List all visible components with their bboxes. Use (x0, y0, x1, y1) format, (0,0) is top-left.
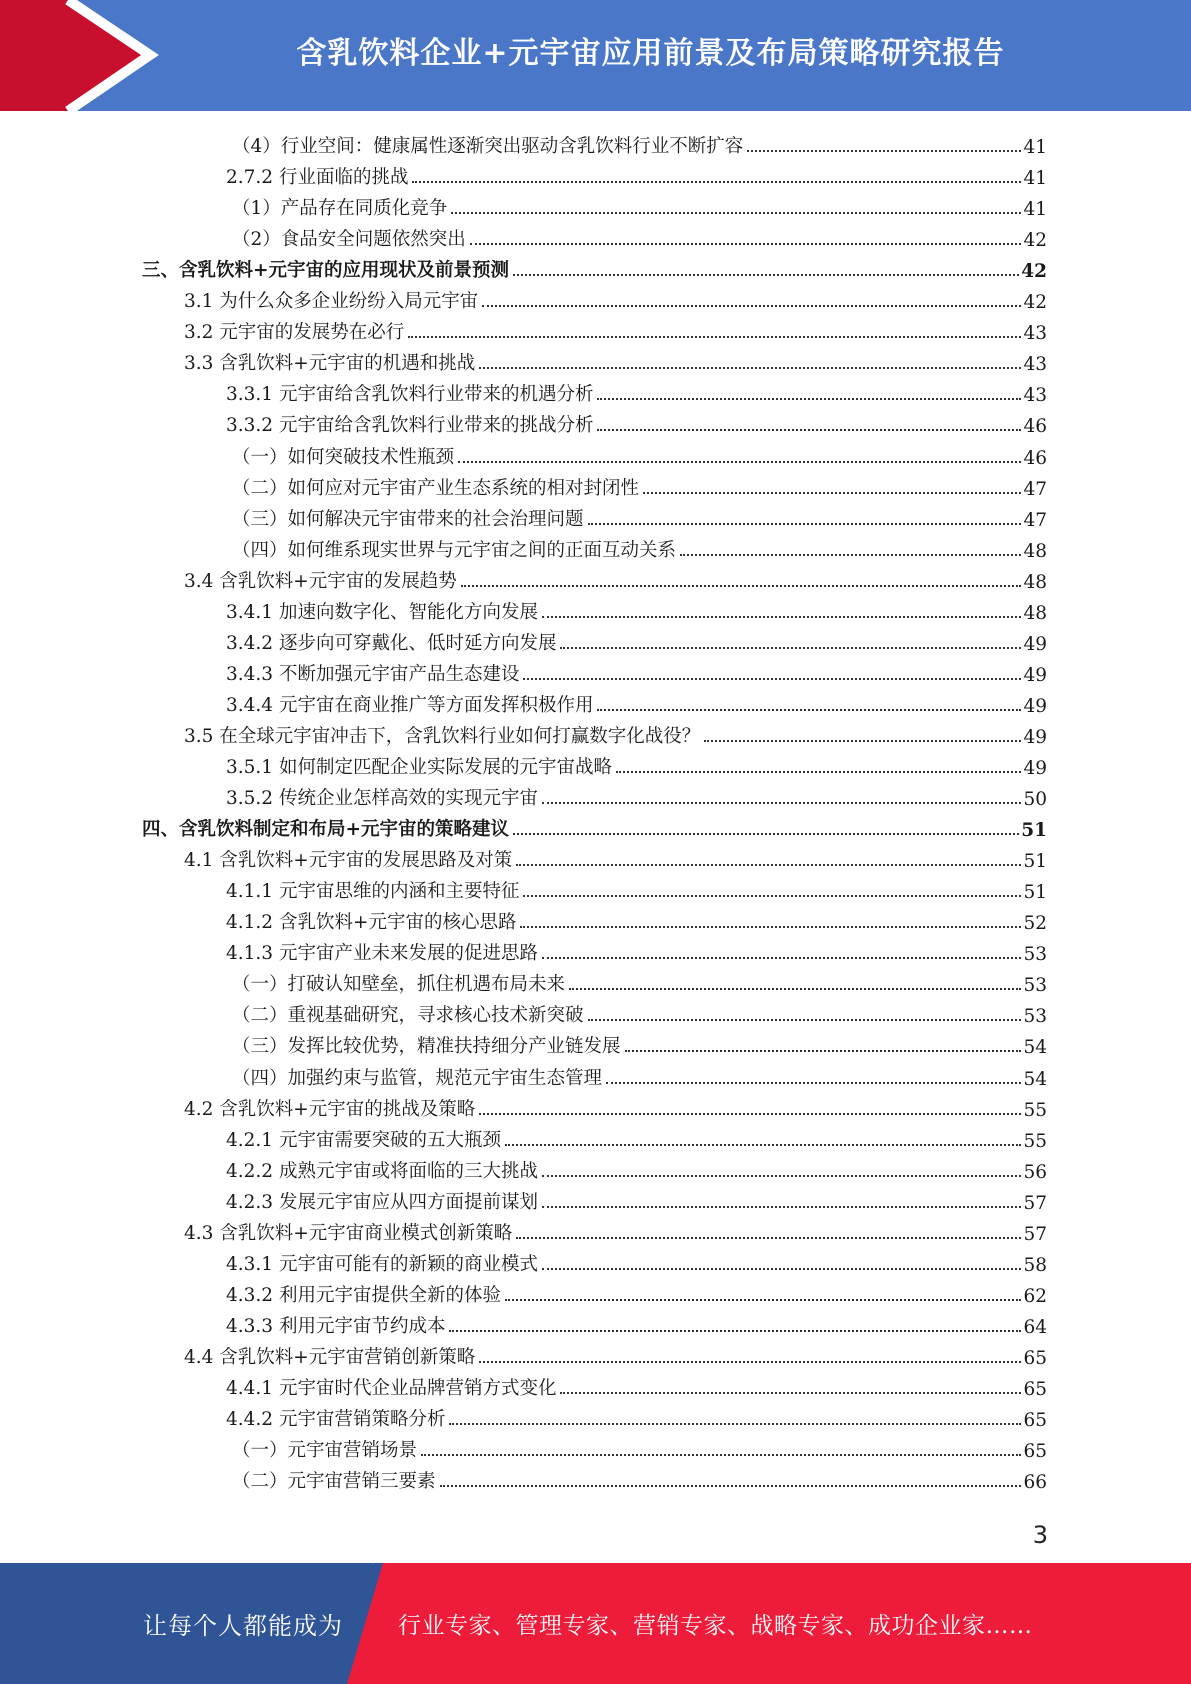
toc-entry-title: 4.2 含乳饮料+元宇宙的挑战及策略 (184, 1098, 476, 1120)
toc-entry[interactable] (232, 1462, 1047, 1493)
toc-entry-title: （四）如何维系现实世界与元宇宙之间的正面互动关系 (232, 539, 677, 561)
toc-dot-leader (461, 585, 1022, 587)
toc-entry-title: 4.3.3 利用元宇宙节约成本 (226, 1315, 446, 1337)
toc-entry[interactable] (226, 655, 1047, 686)
toc-dot-leader (470, 243, 1022, 245)
toc-entry-title: 四、含乳饮料制定和布局+元宇宙的策略建议 (142, 819, 510, 841)
toc-dot-leader (560, 1392, 1021, 1394)
toc-entry-page: 54 (1023, 1037, 1047, 1059)
toc-dot-leader (680, 554, 1021, 556)
toc-entry-title: （一）打破认知壁垒，抓住机遇布局未来 (232, 974, 566, 996)
toc-entry-page: 66 (1023, 1472, 1047, 1494)
toc-dot-leader (479, 1113, 1021, 1115)
toc-entry[interactable] (226, 1307, 1047, 1338)
toc-entry[interactable] (226, 406, 1047, 437)
toc-entry[interactable] (184, 282, 1047, 313)
toc-entry-title: 3.4.4 元宇宙在商业推广等方面发挥积极作用 (226, 694, 594, 716)
toc-entry[interactable] (232, 189, 1047, 220)
toc-entry-page: 49 (1023, 758, 1047, 779)
toc-entry-title: 4.2.3 发展元宇宙应从四方面提前谋划 (226, 1191, 538, 1213)
toc-entry-page: 41 (1023, 168, 1047, 190)
toc-entry-title: 4.1.2 含乳饮料+元宇宙的核心思路 (226, 912, 517, 934)
toc-entry-page: 65 (1023, 1410, 1047, 1432)
toc-dot-leader (588, 1019, 1022, 1021)
toc-entry-title: （2）食品安全问题依然突出 (232, 229, 466, 251)
toc-entry-title: （4）行业空间：健康属性逐渐突出驱动含乳饮料行业不断扩容 (232, 136, 744, 157)
toc-entry-title: （四）加强约束与监管，规范元宇宙生态管理 (232, 1067, 603, 1089)
toc-entry[interactable] (184, 1214, 1047, 1245)
toc-entry-page: 52 (1023, 913, 1047, 935)
footer-slogan-right: 行业专家、管理专家、营销专家、战略专家、成功企业家…… (398, 1613, 1033, 1639)
toc-entry-title: 三、含乳饮料+元宇宙的应用现状及前景预测 (142, 260, 510, 282)
toc-dot-leader (597, 398, 1021, 400)
toc-entry-title: （一）元宇宙营销场景 (232, 1440, 418, 1462)
toc-dot-leader (516, 864, 1021, 866)
toc-entry[interactable] (226, 375, 1047, 406)
toc-entry-page: 49 (1023, 633, 1047, 655)
toc-entry-page: 53 (1023, 975, 1047, 997)
toc-entry[interactable] (184, 344, 1047, 375)
toc-dot-leader (440, 1485, 1022, 1487)
toc-entry-page: 55 (1023, 1130, 1047, 1152)
toc-entry-title: 4.3.2 利用元宇宙提供全新的体验 (226, 1284, 501, 1306)
toc-dot-leader (520, 926, 1021, 928)
toc-entry-title: （1）产品存在同质化竞争 (232, 198, 448, 220)
toc-entry-title: （三）如何解决元宇宙带来的社会治理问题 (232, 508, 584, 530)
toc-dot-leader (560, 647, 1021, 649)
toc-entry-title: 4.2.1 元宇宙需要突破的五大瓶颈 (226, 1129, 501, 1151)
toc-dot-leader (542, 616, 1021, 618)
page-number: 3 (1032, 1521, 1048, 1549)
toc-entry[interactable] (232, 1059, 1047, 1090)
toc-entry-page: 49 (1023, 726, 1047, 748)
toc-dot-leader (569, 988, 1021, 990)
toc-entry-page: 41 (1023, 137, 1047, 158)
toc-entry-page: 42 (1021, 261, 1047, 283)
toc-entry-title: 4.4 含乳饮料+元宇宙营销创新策略 (184, 1346, 476, 1368)
toc-entry-title: （一）如何突破技术性瓶颈 (232, 446, 455, 468)
toc-entry[interactable] (226, 1152, 1047, 1183)
toc-entry-title: 3.5 在全球元宇宙冲击下，含乳饮料行业如何打赢数字化战役？ (184, 725, 701, 747)
toc-dot-leader (449, 1330, 1021, 1332)
toc-dot-leader (458, 461, 1021, 463)
toc-entry-page: 46 (1023, 447, 1047, 469)
toc-dot-leader (421, 1454, 1021, 1456)
toc-entry-title: 3.4.2 逐步向可穿戴化、低时延方向发展 (226, 632, 557, 654)
toc-dot-leader (449, 1423, 1021, 1425)
toc-entry-title: 3.5.2 传统企业怎样高效的实现元宇宙 (226, 788, 538, 810)
toc-dot-leader (482, 305, 1021, 307)
toc-entry-page: 47 (1023, 509, 1047, 531)
toc-dot-leader (704, 740, 1021, 742)
toc-entry[interactable] (226, 1276, 1047, 1307)
toc-dot-leader (408, 336, 1021, 338)
toc-dot-leader (516, 1237, 1021, 1239)
report-title: 含乳饮料企业+元宇宙应用前景及布局策略研究报告 (296, 36, 1005, 71)
toc-entry[interactable] (232, 220, 1047, 251)
toc-dot-leader (513, 833, 1019, 835)
toc-entry-page: 58 (1023, 1254, 1047, 1276)
toc-entry-page: 51 (1023, 851, 1047, 873)
toc-entry-page: 51 (1021, 820, 1047, 842)
toc-entry-title: 3.4.1 加速向数字化、智能化方向发展 (226, 601, 538, 623)
toc-dot-leader (597, 709, 1021, 711)
toc-dot-leader (505, 1299, 1021, 1301)
toc-dot-leader (606, 1082, 1021, 1084)
toc-entry[interactable] (226, 1400, 1047, 1431)
toc-dot-leader (412, 181, 1021, 183)
toc-entry-page: 48 (1023, 571, 1047, 593)
toc-entry[interactable] (184, 313, 1047, 344)
toc-entry-title: 3.3.1 元宇宙给含乳饮料行业带来的机遇分析 (226, 384, 594, 406)
toc-dot-leader (479, 367, 1021, 369)
toc-entry[interactable] (226, 779, 1047, 810)
toc-entry-title: 4.4.2 元宇宙营销策略分析 (226, 1409, 446, 1431)
toc-entry[interactable] (226, 158, 1047, 189)
toc-dot-leader (597, 429, 1021, 431)
toc-dot-leader (513, 274, 1019, 276)
toc-entry[interactable] (184, 1090, 1047, 1121)
toc-entry[interactable] (226, 748, 1047, 779)
toc-entry[interactable] (226, 624, 1047, 655)
toc-entry[interactable] (184, 562, 1047, 593)
toc-entry-title: 3.4 含乳饮料+元宇宙的发展趋势 (184, 570, 457, 592)
toc-entry-page: 53 (1023, 1006, 1047, 1028)
toc-entry[interactable] (232, 1027, 1047, 1058)
toc-entry[interactable] (226, 872, 1047, 903)
toc-entry-title: 4.1.1 元宇宙思维的内涵和主要特征 (226, 881, 520, 903)
toc-entry[interactable] (142, 251, 1047, 282)
toc-entry-page: 50 (1023, 789, 1047, 811)
toc-entry-page: 65 (1023, 1347, 1047, 1369)
toc-entry-title: 3.3 含乳饮料+元宇宙的机遇和挑战 (184, 353, 476, 375)
toc-entry[interactable] (232, 1431, 1047, 1462)
toc-entry[interactable] (226, 593, 1047, 624)
toc-entry-page: 51 (1023, 882, 1047, 904)
page-header (0, 0, 1191, 111)
toc-entry-page: 48 (1023, 602, 1047, 624)
toc-entry[interactable] (232, 531, 1047, 562)
toc-entry-page: 41 (1023, 199, 1047, 221)
toc-entry-title: 3.3.2 元宇宙给含乳饮料行业带来的挑战分析 (226, 415, 594, 437)
page-footer (0, 1563, 1191, 1684)
toc-entry-title: 2.7.2 行业面临的挑战 (226, 167, 409, 189)
toc-entry-title: 3.2 元宇宙的发展势在必行 (184, 322, 405, 344)
toc-entry-title: 3.1 为什么众多企业纷纷入局元宇宙 (184, 291, 479, 313)
toc-entry-page: 65 (1023, 1441, 1047, 1463)
toc-entry[interactable] (226, 1121, 1047, 1152)
toc-dot-leader (523, 678, 1021, 680)
toc-entry[interactable] (232, 965, 1047, 996)
toc-entry[interactable] (226, 1245, 1047, 1276)
toc-entry-title: （二）元宇宙营销三要素 (232, 1471, 436, 1493)
toc-entry-page: 43 (1023, 385, 1047, 407)
toc-entry[interactable] (232, 438, 1047, 469)
toc-entry-page: 46 (1023, 416, 1047, 438)
toc-dot-leader (747, 150, 1021, 152)
toc-entry-title: 4.1 含乳饮料+元宇宙的发展思路及对策 (184, 850, 513, 872)
toc-entry-page: 54 (1023, 1068, 1047, 1090)
toc-entry-page: 42 (1023, 292, 1047, 314)
toc-entry-title: 4.3 含乳饮料+元宇宙商业模式创新策略 (184, 1222, 513, 1244)
toc-entry-title: 4.2.2 成熟元宇宙或将面临的三大挑战 (226, 1160, 538, 1182)
toc-entry[interactable] (226, 1183, 1047, 1214)
toc-dot-leader (451, 212, 1021, 214)
toc-entry-page: 49 (1023, 695, 1047, 717)
toc-entry[interactable] (184, 717, 1047, 748)
toc-entry-page: 47 (1023, 478, 1047, 500)
toc-entry-title: 3.4.3 不断加强元宇宙产品生态建设 (226, 663, 520, 685)
toc-dot-leader (643, 492, 1021, 494)
toc-entry-title: （二）重视基础研究，寻求核心技术新突破 (232, 1005, 584, 1027)
toc-entry-page: 65 (1023, 1379, 1047, 1400)
toc-entry[interactable] (226, 686, 1047, 717)
toc-dot-leader (542, 1268, 1021, 1270)
toc-dot-leader (542, 1175, 1021, 1177)
toc-entry-title: （二）如何应对元宇宙产业生态系统的相对封闭性 (232, 477, 640, 499)
toc-entry[interactable] (226, 903, 1047, 934)
toc-entry-page: 43 (1023, 323, 1047, 345)
toc-entry-page: 42 (1023, 230, 1047, 252)
toc-dot-leader (542, 957, 1021, 959)
toc-entry-page: 48 (1023, 540, 1047, 562)
toc-entry[interactable] (226, 934, 1047, 965)
toc-entry[interactable] (232, 500, 1047, 531)
toc-entry[interactable] (142, 810, 1047, 841)
toc-dot-leader (523, 895, 1021, 897)
toc-entry-page: 56 (1023, 1161, 1047, 1183)
toc-entry-page: 43 (1023, 354, 1047, 376)
toc-entry[interactable] (232, 996, 1047, 1027)
toc-dot-leader (479, 1361, 1021, 1363)
header-red-arrow (0, 0, 150, 111)
toc-entry-title: 4.3.1 元宇宙可能有的新颖的商业模式 (226, 1253, 538, 1275)
toc-entry-page: 55 (1023, 1099, 1047, 1121)
toc-entry-page: 62 (1023, 1285, 1047, 1307)
toc-entry[interactable] (232, 469, 1047, 500)
toc-entry-page: 53 (1023, 944, 1047, 966)
footer-slogan-left: 让每个人都能成为 (143, 1612, 343, 1640)
toc-entry-title: 3.5.1 如何制定匹配企业实际发展的元宇宙战略 (226, 757, 612, 778)
toc-entry-title: 4.1.3 元宇宙产业未来发展的促进思路 (226, 943, 538, 965)
toc-dot-leader (588, 523, 1022, 525)
toc-entry-page: 57 (1023, 1223, 1047, 1245)
toc-entry-title: （三）发挥比较优势，精准扶持细分产业链发展 (232, 1036, 621, 1058)
toc-dot-leader (505, 1144, 1021, 1146)
toc-entry[interactable] (232, 127, 1047, 158)
toc-dot-leader (542, 802, 1021, 804)
toc-entry-page: 64 (1023, 1316, 1047, 1338)
toc-dot-leader (616, 771, 1021, 773)
toc-entry[interactable] (184, 841, 1047, 872)
toc-entry[interactable] (226, 1369, 1047, 1400)
toc-entry-page: 57 (1023, 1192, 1047, 1214)
toc-entry-title: 4.4.1 元宇宙时代企业品牌营销方式变化 (226, 1378, 557, 1399)
toc-entry-page: 49 (1023, 664, 1047, 686)
toc-dot-leader (625, 1050, 1022, 1052)
toc-entry[interactable] (184, 1338, 1047, 1369)
toc-dot-leader (542, 1206, 1021, 1208)
